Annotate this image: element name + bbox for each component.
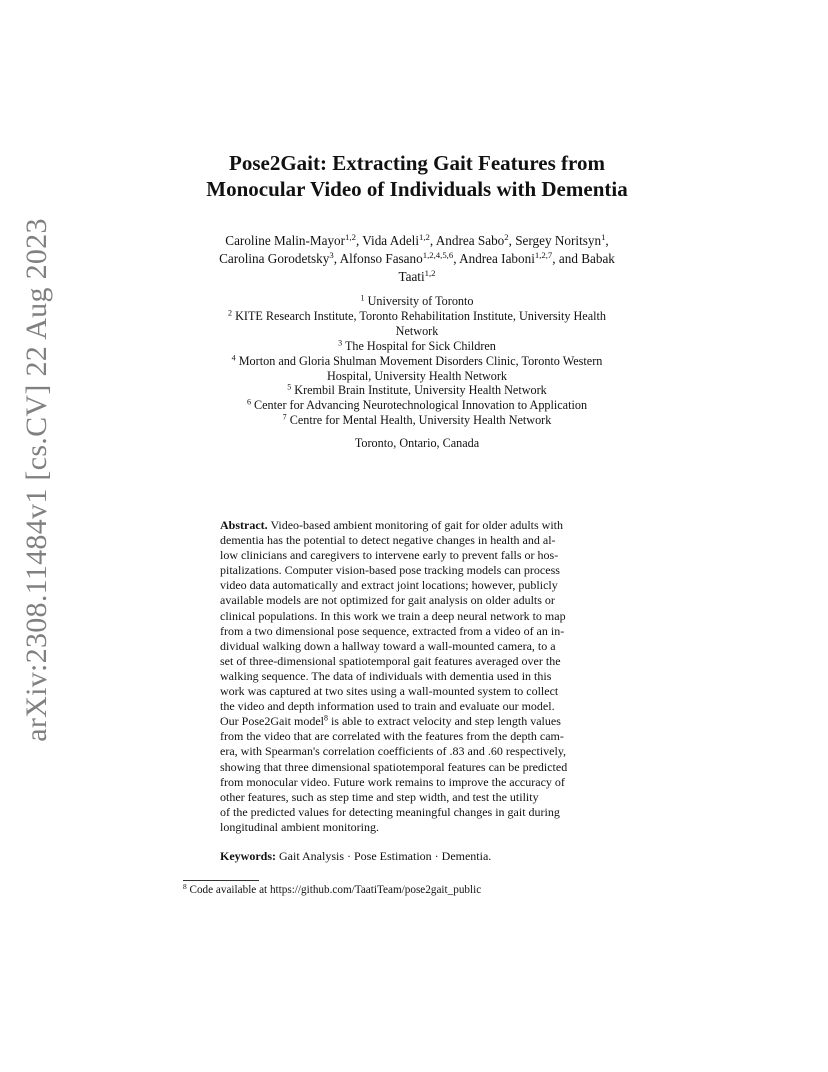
- affiliation-number: 7: [282, 412, 287, 422]
- affiliation-text: Center for Advancing Neurotechnological Innovation to Application: [254, 398, 588, 413]
- affiliation-1: [150, 294, 684, 309]
- author-line-1: [150, 232, 684, 250]
- footnote-number: 8: [183, 881, 187, 891]
- paper-title: [150, 150, 684, 202]
- affiliation-number: 6: [246, 397, 251, 407]
- abstract-line: from the video that are correlated with the features from the depth cam-: [220, 729, 564, 744]
- author-name: Andrea Iaboni: [459, 251, 535, 266]
- abstract-line: longitudinal ambient monitoring.: [220, 819, 379, 834]
- author-separator: ,: [605, 233, 609, 248]
- author-name: Alfonso Fasano: [339, 251, 423, 266]
- abstract-line: dividual walking down a hallway toward a wall-mounted camera, to a: [220, 638, 556, 653]
- title-line-2: Monocular Video of Individuals with Dementia: [206, 177, 628, 201]
- author-line-2: [150, 250, 684, 268]
- author-name: Taati: [398, 269, 425, 284]
- author-separator: ,: [508, 233, 516, 248]
- author-name: Andrea Sabo: [435, 233, 505, 248]
- author-name: Vida Adeli: [362, 233, 420, 248]
- abstract-line: [220, 518, 613, 533]
- author-name: Sergey Noritsyn: [515, 233, 602, 248]
- abstract-line: of the predicted values for detecting meaningful changes in gait during: [220, 804, 560, 819]
- abstract-line: low clinicians and caregivers to intervene early to prevent falls or hos-: [220, 548, 559, 563]
- author-affil-marks: 2: [504, 232, 509, 243]
- author-affil-marks: 1,2,4,5,6: [422, 250, 454, 261]
- arxiv-watermark: [14, 218, 60, 742]
- affiliation-3: [150, 339, 684, 354]
- title-line-1: Pose2Gait: Extracting Gait Features from: [229, 151, 605, 175]
- abstract-line: from monocular video. Future work remains to improve the accuracy of: [220, 774, 565, 789]
- abstract-line: available models are not optimized for gait analysis on older adults or: [220, 593, 555, 608]
- footnote-divider: [183, 880, 259, 881]
- footnote: [183, 881, 633, 896]
- keywords-text: Gait Analysis · Pose Estimation · Dementia.: [279, 849, 492, 863]
- abstract-line: the video and depth information used to train and evaluate our model.: [220, 699, 555, 714]
- author-name: Caroline Malin-Mayor: [225, 233, 346, 248]
- author-list: [150, 232, 684, 286]
- author-affil-marks: 3: [329, 250, 334, 261]
- author-affil-marks: 1,2: [345, 232, 356, 243]
- affiliation-4-cont: Hospital, University Health Network: [326, 368, 508, 383]
- affiliation-5: [150, 383, 684, 398]
- affiliation-text: Krembil Brain Institute, University Health Network: [294, 383, 547, 398]
- author-line-3: [150, 268, 684, 286]
- abstract-line: [220, 714, 613, 729]
- affiliation-text: Centre for Mental Health, University Health Network: [289, 413, 552, 428]
- abstract-line: clinical populations. In this work we train a deep neural network to map: [220, 608, 566, 623]
- abstract-line: video data automatically and extract joint locations; however, publicly: [220, 578, 558, 593]
- affiliation-number: 4: [231, 353, 236, 363]
- affiliation-number: 2: [228, 308, 233, 318]
- affiliation-text: University of Toronto: [367, 294, 474, 308]
- abstract-line: era, with Spearman's correlation coefficients of .83 and .60 respectively,: [220, 744, 567, 759]
- author-separator: ,: [355, 233, 363, 248]
- author-separator: ,: [333, 251, 340, 266]
- abstract-line: walking sequence. The data of individuals with dementia used in this: [220, 668, 552, 683]
- abstract-line: set of three-dimensional spatiotemporal gait features averaged over the: [220, 653, 561, 668]
- abstract-line: dementia has the potential to detect negative changes in health and al-: [220, 533, 556, 548]
- keywords-label: Keywords:: [220, 849, 276, 863]
- affiliation-2: [150, 309, 684, 324]
- footnote-text: Code available at https://github.com/TaatiTeam/pose2gait_public: [189, 884, 482, 896]
- affiliation-list: [150, 294, 684, 428]
- author-name: Carolina Gorodetsky: [219, 251, 330, 266]
- author-affil-marks: 1: [601, 232, 606, 243]
- abstract-text: is able to extract velocity and step length values: [327, 714, 561, 729]
- author-separator: , and Babak: [552, 251, 615, 266]
- affiliation-text: Morton and Gloria Shulman Movement Disorders Clinic, Toronto Western: [238, 353, 603, 368]
- affiliation-number: 5: [287, 383, 292, 393]
- affiliation-text: The Hospital for Sick Children: [344, 338, 496, 353]
- affiliation-number: 1: [360, 293, 365, 303]
- affiliation-7: [150, 413, 684, 428]
- abstract-line: work was captured at two sites using a wall-mounted system to collect: [220, 684, 559, 699]
- author-affil-marks: 1,2: [419, 232, 430, 243]
- keywords: [220, 849, 613, 864]
- author-separator: ,: [429, 233, 436, 248]
- abstract-text: Our Pose2Gait model: [220, 714, 324, 729]
- abstract-line: other features, such as step time and step width, and test the utility: [220, 789, 539, 804]
- abstract-label: Abstract.: [220, 518, 268, 532]
- affiliation-2-cont: Network: [395, 323, 439, 338]
- author-affil-marks: 1,2,7: [534, 250, 553, 261]
- affiliation-6: [150, 398, 684, 413]
- abstract-text: Video-based ambient monitoring of gait for older adults with: [270, 518, 563, 532]
- abstract-line: showing that three dimensional spatiotemporal features can be predicted: [220, 759, 568, 774]
- abstract-line: pitalizations. Computer vision-based pose tracking models can process: [220, 563, 560, 578]
- author-separator: ,: [453, 251, 460, 266]
- footnote-marker: 8: [324, 713, 328, 723]
- author-affil-marks: 1,2: [424, 268, 436, 279]
- arxiv-id: arXiv:2308.11484v1 [cs.CV] 22 Aug 2023: [20, 218, 53, 742]
- affiliation-4: [150, 354, 684, 369]
- affiliation-number: 3: [338, 338, 343, 348]
- author-location: Toronto, Ontario, Canada: [354, 436, 480, 450]
- affiliation-text: KITE Research Institute, Toronto Rehabilitation Institute, University Health: [235, 308, 606, 323]
- abstract: [220, 518, 613, 835]
- abstract-line: from a two dimensional pose sequence, extracted from a video of an in-: [220, 623, 565, 638]
